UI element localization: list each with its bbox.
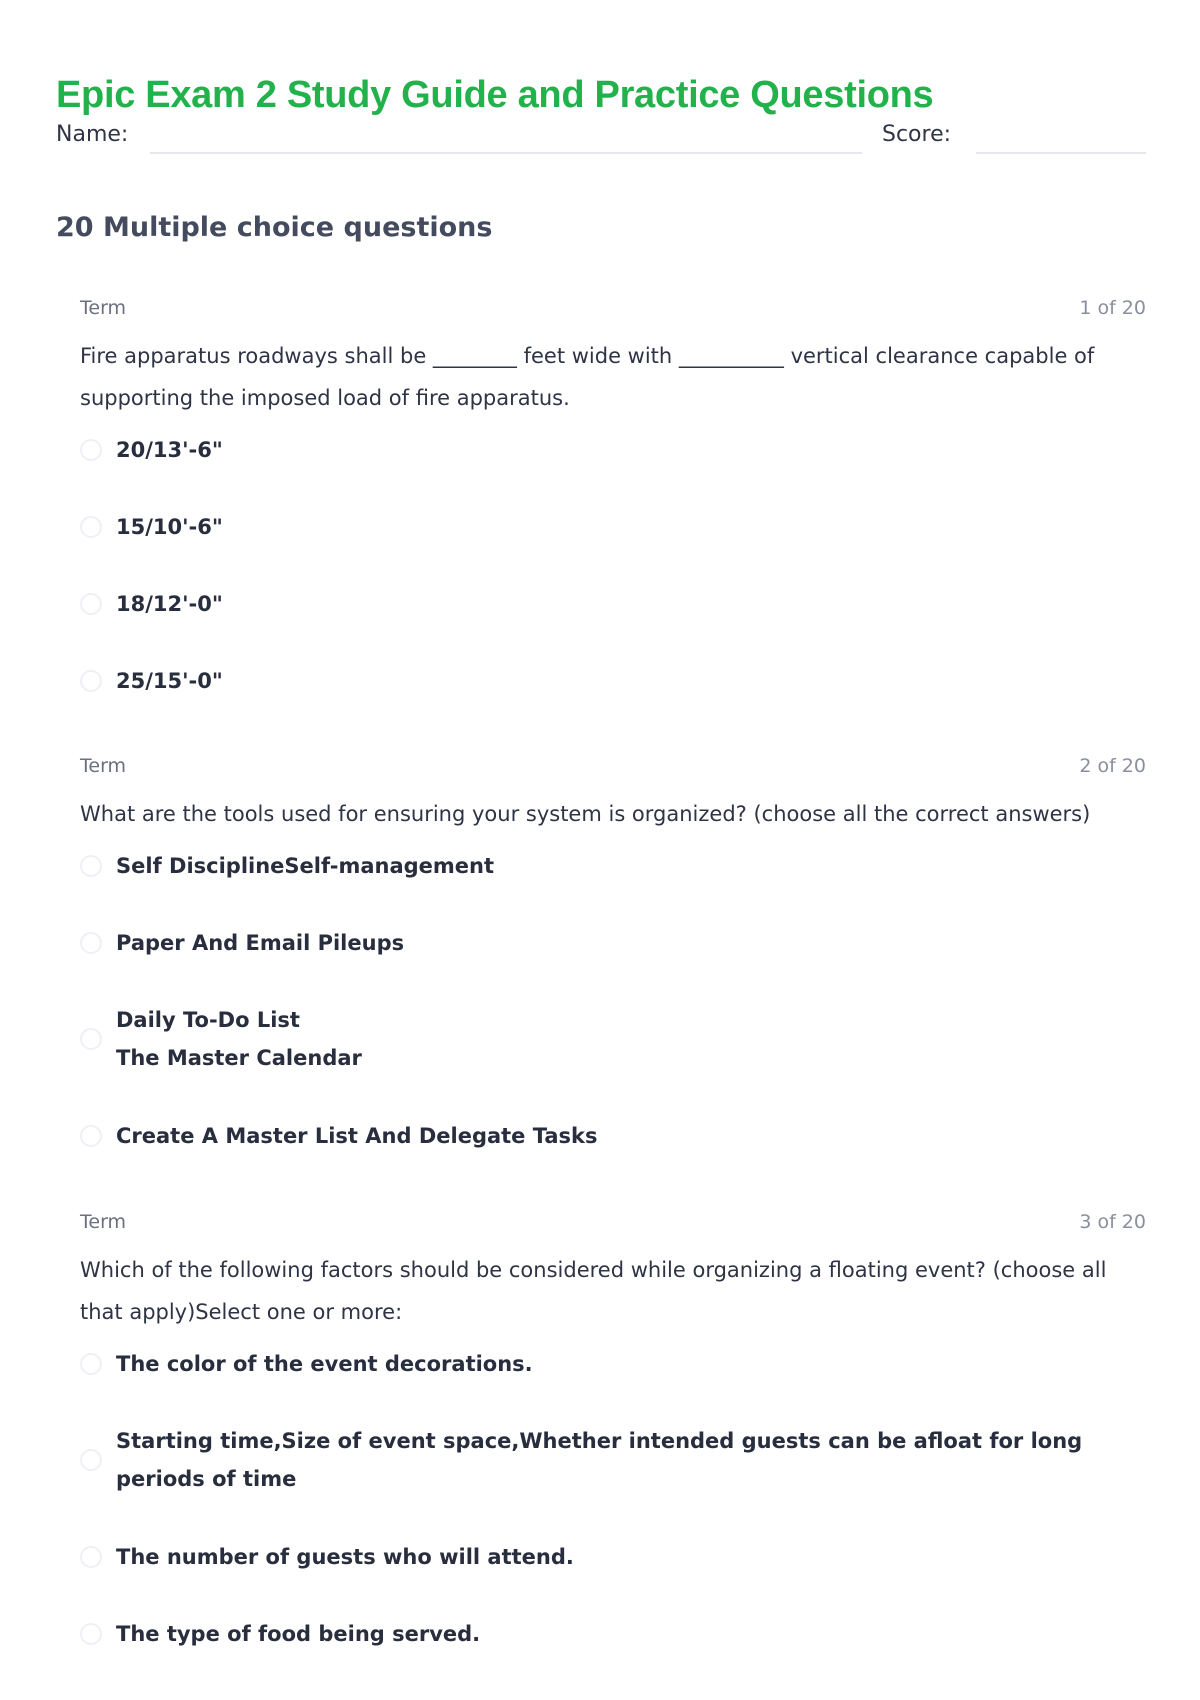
answer-option-label: Self DisciplineSelf-management (116, 854, 495, 878)
radio-button[interactable] (80, 932, 102, 954)
score-label: Score: (882, 122, 952, 147)
radio-button[interactable] (80, 1449, 102, 1471)
radio-button[interactable] (80, 670, 102, 692)
answer-option-label: 25/15'-0" (116, 669, 223, 693)
question-prompt: What are the tools used for ensuring your system is organized? (choose all the correct answers) (80, 802, 1091, 826)
name-field[interactable] (150, 152, 862, 154)
section-heading: 20 Multiple choice questions (56, 212, 493, 243)
question-counter: 3 of 20 (1079, 1211, 1146, 1233)
question-counter: 1 of 20 (1079, 297, 1146, 319)
radio-button[interactable] (80, 1125, 102, 1147)
question-prompt: Which of the following factors should be considered while organizing a floating event? (choose all that apply)Select one or more: (80, 1258, 1107, 1324)
question-header (80, 297, 1146, 325)
question-card (80, 297, 1146, 693)
answer-option-label: The number of guests who will attend. (116, 1545, 574, 1569)
radio-button[interactable] (80, 516, 102, 538)
answer-option-label: 18/12'-0" (116, 592, 223, 616)
question-prompt: Fire apparatus roadways shall be ________ feet wide with __________ vertical clearance capable of supporting the imposed load of fire apparatus. (80, 344, 1095, 410)
term-label: Term (80, 297, 127, 319)
question-header (80, 755, 1146, 783)
answer-option-label: 20/13'-6" (116, 438, 223, 462)
answer-option-label: Daily To-Do List The Master Calendar (116, 1008, 362, 1070)
name-label: Name: (56, 122, 129, 147)
radio-button[interactable] (80, 1546, 102, 1568)
answer-option-label: The type of food being served. (116, 1622, 481, 1646)
radio-button[interactable] (80, 855, 102, 877)
radio-button[interactable] (80, 439, 102, 461)
name-score-row (56, 122, 1146, 158)
question-card (80, 1211, 1146, 1646)
question-card (80, 755, 1146, 1148)
answer-option-label: 15/10'-6" (116, 515, 223, 539)
answer-option-label: Create A Master List And Delegate Tasks (116, 1124, 598, 1148)
answer-option-label: Starting time,Size of event space,Whether intended guests can be afloat for long periods of time (116, 1429, 1083, 1491)
radio-button[interactable] (80, 1623, 102, 1645)
answer-option-label: The color of the event decorations. (116, 1352, 533, 1376)
term-label: Term (80, 1211, 127, 1233)
radio-button[interactable] (80, 1353, 102, 1375)
score-field[interactable] (976, 152, 1146, 154)
question-header (80, 1211, 1146, 1239)
radio-button[interactable] (80, 593, 102, 615)
question-counter: 2 of 20 (1079, 755, 1146, 777)
answer-option-label: Paper And Email Pileups (116, 931, 405, 955)
page-title: Epic Exam 2 Study Guide and Practice Questions (56, 74, 934, 116)
term-label: Term (80, 755, 127, 777)
radio-button[interactable] (80, 1028, 102, 1050)
